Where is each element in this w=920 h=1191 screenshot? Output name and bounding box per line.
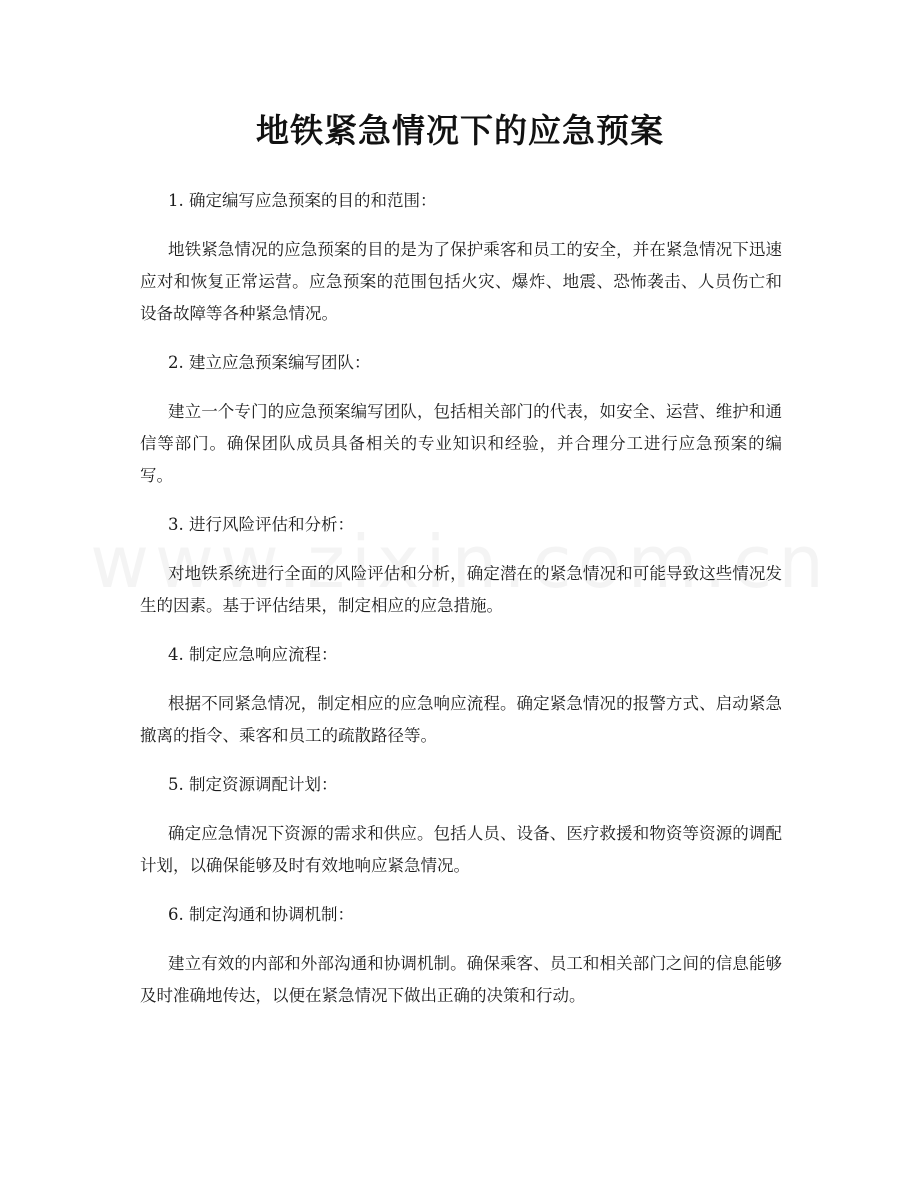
section-heading: 5. 制定资源调配计划：: [168, 775, 338, 794]
section-paragraph: 根据不同紧急情况，制定相应的应急响应流程。确定紧急情况的报警方式、启动紧急撤离的指令、乘客和员工的疏散路径等。: [140, 694, 782, 745]
section-6: [140, 894, 782, 1012]
section-heading: 4. 制定应急响应流程：: [168, 645, 338, 664]
section-paragraph: 地铁紧急情况的应急预案的目的是为了保护乘客和员工的安全，并在紧急情况下迅速应对和恢复正常运营。应急预案的范围包括火灾、爆炸、地震、恐怖袭击、人员伤亡和设备故障等各种紧急情况。: [140, 240, 782, 323]
section-1: [140, 180, 782, 342]
section-5: [140, 764, 782, 894]
section-2: [140, 342, 782, 504]
section-heading: 2. 建立应急预案编写团队：: [168, 353, 371, 372]
section-paragraph: 对地铁系统进行全面的风险评估和分析，确定潜在的紧急情况和可能导致这些情况发生的因素。基于评估结果，制定相应的应急措施。: [140, 564, 782, 615]
section-heading: 1. 确定编写应急预案的目的和范围：: [168, 191, 437, 210]
section-3: [140, 504, 782, 634]
document-title: 地铁紧急情况下的应急预案: [256, 111, 664, 150]
section-paragraph: 建立有效的内部和外部沟通和协调机制。确保乘客、员工和相关部门之间的信息能够及时准确地传达，以便在紧急情况下做出正确的决策和行动。: [140, 954, 782, 1005]
section-heading: 6. 制定沟通和协调机制：: [168, 905, 354, 924]
section-heading: 3. 进行风险评估和分析：: [168, 515, 354, 534]
section-paragraph: 建立一个专门的应急预案编写团队，包括相关部门的代表，如安全、运营、维护和通信等部门。确保团队成员具备相关的专业知识和经验，并合理分工进行应急预案的编写。: [140, 402, 782, 485]
section-4: [140, 634, 782, 764]
document-body: [140, 180, 782, 1012]
section-paragraph: 确定应急情况下资源的需求和供应。包括人员、设备、医疗救援和物资等资源的调配计划，以确保能够及时有效地响应紧急情况。: [140, 824, 782, 875]
